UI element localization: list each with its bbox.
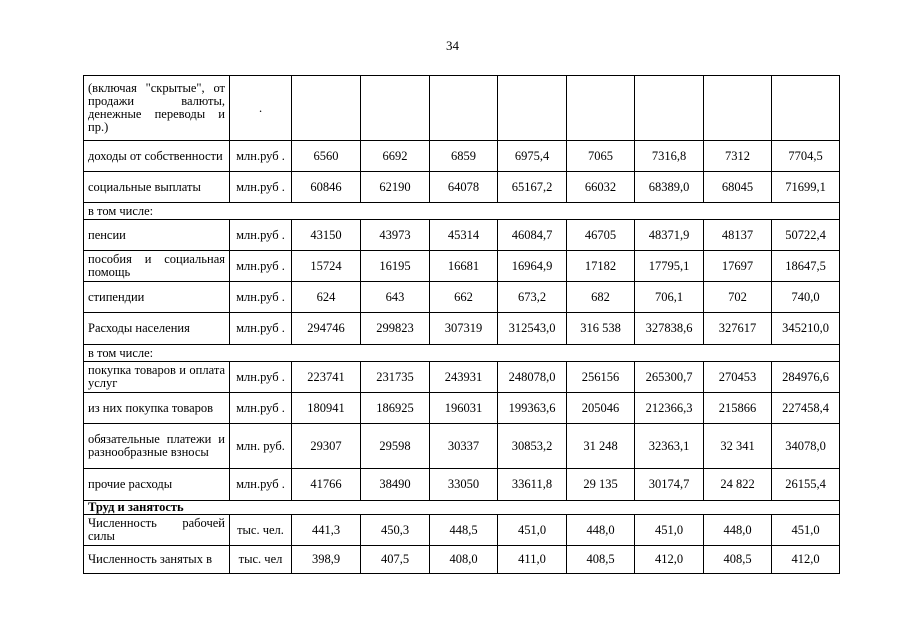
value-cell: 408,0: [430, 546, 498, 574]
unit-cell: млн.руб .: [230, 362, 292, 393]
value-cell: 327838,6: [635, 313, 704, 345]
subheader-label: в том числе:: [84, 203, 840, 220]
value-cell: 312543,0: [498, 313, 567, 345]
value-cell: 284976,6: [772, 362, 840, 393]
value-cell: 65167,2: [498, 172, 567, 203]
value-cell: 50722,4: [772, 220, 840, 251]
value-cell: 6692: [361, 141, 430, 172]
value-cell: 26155,4: [772, 469, 840, 501]
value-cell: 16195: [361, 251, 430, 282]
value-cell: 265300,7: [635, 362, 704, 393]
value-cell: 706,1: [635, 282, 704, 313]
row-label: из них покупка товаров: [84, 393, 230, 424]
unit-cell: млн.руб .: [230, 469, 292, 501]
value-cell: 16681: [430, 251, 498, 282]
value-cell: 43973: [361, 220, 430, 251]
unit-cell: тыс. чел: [230, 546, 292, 574]
value-cell: 46084,7: [498, 220, 567, 251]
value-cell: 30174,7: [635, 469, 704, 501]
value-cell: 17795,1: [635, 251, 704, 282]
value-cell: 46705: [567, 220, 635, 251]
section-title: Труд и занятость: [84, 501, 840, 515]
value-cell: 408,5: [567, 546, 635, 574]
value-cell: 48137: [704, 220, 772, 251]
value-cell: 43150: [292, 220, 361, 251]
value-cell: 231735: [361, 362, 430, 393]
unit-cell: .: [230, 76, 292, 141]
value-cell: 7704,5: [772, 141, 840, 172]
value-cell: 451,0: [498, 515, 567, 546]
statistics-table: [83, 75, 840, 574]
value-cell: 41766: [292, 469, 361, 501]
value-cell: 32 341: [704, 424, 772, 469]
value-cell: 186925: [361, 393, 430, 424]
value-cell: 66032: [567, 172, 635, 203]
subheader-row: [84, 203, 840, 220]
table-row: [84, 469, 840, 501]
table-row: [84, 172, 840, 203]
value-cell: 71699,1: [772, 172, 840, 203]
row-label: Численность рабочей силы: [84, 515, 230, 546]
value-cell: 62190: [361, 172, 430, 203]
value-cell: [361, 76, 430, 141]
row-label: Численность занятых в: [84, 546, 230, 574]
value-cell: 307319: [430, 313, 498, 345]
value-cell: 64078: [430, 172, 498, 203]
value-cell: 48371,9: [635, 220, 704, 251]
value-cell: 740,0: [772, 282, 840, 313]
value-cell: 451,0: [635, 515, 704, 546]
unit-cell: млн. руб.: [230, 424, 292, 469]
table-row: [84, 282, 840, 313]
value-cell: 407,5: [361, 546, 430, 574]
value-cell: 673,2: [498, 282, 567, 313]
value-cell: 7316,8: [635, 141, 704, 172]
page-number: 34: [446, 38, 459, 53]
row-label: пособия и социальная помощь: [84, 251, 230, 282]
table-row: [84, 76, 840, 141]
row-label: пенсии: [84, 220, 230, 251]
value-cell: 662: [430, 282, 498, 313]
value-cell: 299823: [361, 313, 430, 345]
value-cell: 702: [704, 282, 772, 313]
unit-cell: млн.руб .: [230, 141, 292, 172]
value-cell: 33050: [430, 469, 498, 501]
value-cell: 68389,0: [635, 172, 704, 203]
value-cell: 60846: [292, 172, 361, 203]
row-label: прочие расходы: [84, 469, 230, 501]
value-cell: 30337: [430, 424, 498, 469]
value-cell: 327617: [704, 313, 772, 345]
value-cell: 412,0: [635, 546, 704, 574]
value-cell: 243931: [430, 362, 498, 393]
value-cell: [498, 76, 567, 141]
value-cell: 450,3: [361, 515, 430, 546]
value-cell: 448,0: [567, 515, 635, 546]
value-cell: 212366,3: [635, 393, 704, 424]
value-cell: [430, 76, 498, 141]
value-cell: 7065: [567, 141, 635, 172]
value-cell: 24 822: [704, 469, 772, 501]
value-cell: 17182: [567, 251, 635, 282]
table-row: [84, 220, 840, 251]
table-row: [84, 251, 840, 282]
value-cell: 215866: [704, 393, 772, 424]
value-cell: 248078,0: [498, 362, 567, 393]
row-label: социальные выплаты: [84, 172, 230, 203]
value-cell: 411,0: [498, 546, 567, 574]
row-label: (включая "скрытые", от продажи валюты, денежные переводы и пр.): [84, 76, 230, 141]
section-header-row: [84, 501, 840, 515]
value-cell: 223741: [292, 362, 361, 393]
value-cell: 345210,0: [772, 313, 840, 345]
value-cell: 316 538: [567, 313, 635, 345]
value-cell: 199363,6: [498, 393, 567, 424]
value-cell: 32363,1: [635, 424, 704, 469]
value-cell: 294746: [292, 313, 361, 345]
value-cell: 30853,2: [498, 424, 567, 469]
value-cell: 15724: [292, 251, 361, 282]
unit-cell: млн.руб .: [230, 220, 292, 251]
value-cell: 270453: [704, 362, 772, 393]
value-cell: 33611,8: [498, 469, 567, 501]
value-cell: 643: [361, 282, 430, 313]
value-cell: [567, 76, 635, 141]
value-cell: 180941: [292, 393, 361, 424]
unit-cell: млн.руб .: [230, 251, 292, 282]
value-cell: 448,0: [704, 515, 772, 546]
row-label: стипендии: [84, 282, 230, 313]
value-cell: 412,0: [772, 546, 840, 574]
table-row: [84, 362, 840, 393]
value-cell: 38490: [361, 469, 430, 501]
value-cell: 29307: [292, 424, 361, 469]
table-row: [84, 546, 840, 574]
value-cell: 29598: [361, 424, 430, 469]
value-cell: 68045: [704, 172, 772, 203]
value-cell: 6859: [430, 141, 498, 172]
table-row: [84, 393, 840, 424]
value-cell: [292, 76, 361, 141]
value-cell: [704, 76, 772, 141]
value-cell: 441,3: [292, 515, 361, 546]
value-cell: 17697: [704, 251, 772, 282]
value-cell: 31 248: [567, 424, 635, 469]
value-cell: 408,5: [704, 546, 772, 574]
row-label: доходы от собственности: [84, 141, 230, 172]
subheader-label: в том числе:: [84, 345, 840, 362]
row-label: обязательные платежи и разнообразные взносы: [84, 424, 230, 469]
value-cell: 448,5: [430, 515, 498, 546]
table-row: [84, 424, 840, 469]
table-row: [84, 141, 840, 172]
value-cell: 398,9: [292, 546, 361, 574]
table-row: [84, 515, 840, 546]
value-cell: 18647,5: [772, 251, 840, 282]
row-label: покупка товаров и оплата услуг: [84, 362, 230, 393]
unit-cell: млн.руб .: [230, 282, 292, 313]
row-label: Расходы населения: [84, 313, 230, 345]
table-row: [84, 313, 840, 345]
unit-cell: млн.руб .: [230, 172, 292, 203]
value-cell: 34078,0: [772, 424, 840, 469]
value-cell: 451,0: [772, 515, 840, 546]
value-cell: 6975,4: [498, 141, 567, 172]
value-cell: 196031: [430, 393, 498, 424]
unit-cell: млн.руб .: [230, 393, 292, 424]
unit-cell: тыс. чел.: [230, 515, 292, 546]
value-cell: 16964,9: [498, 251, 567, 282]
value-cell: 682: [567, 282, 635, 313]
value-cell: 227458,4: [772, 393, 840, 424]
unit-cell: млн.руб .: [230, 313, 292, 345]
value-cell: [772, 76, 840, 141]
value-cell: 45314: [430, 220, 498, 251]
value-cell: 256156: [567, 362, 635, 393]
value-cell: 6560: [292, 141, 361, 172]
value-cell: [635, 76, 704, 141]
value-cell: 205046: [567, 393, 635, 424]
value-cell: 7312: [704, 141, 772, 172]
value-cell: 624: [292, 282, 361, 313]
value-cell: 29 135: [567, 469, 635, 501]
subheader-row: [84, 345, 840, 362]
